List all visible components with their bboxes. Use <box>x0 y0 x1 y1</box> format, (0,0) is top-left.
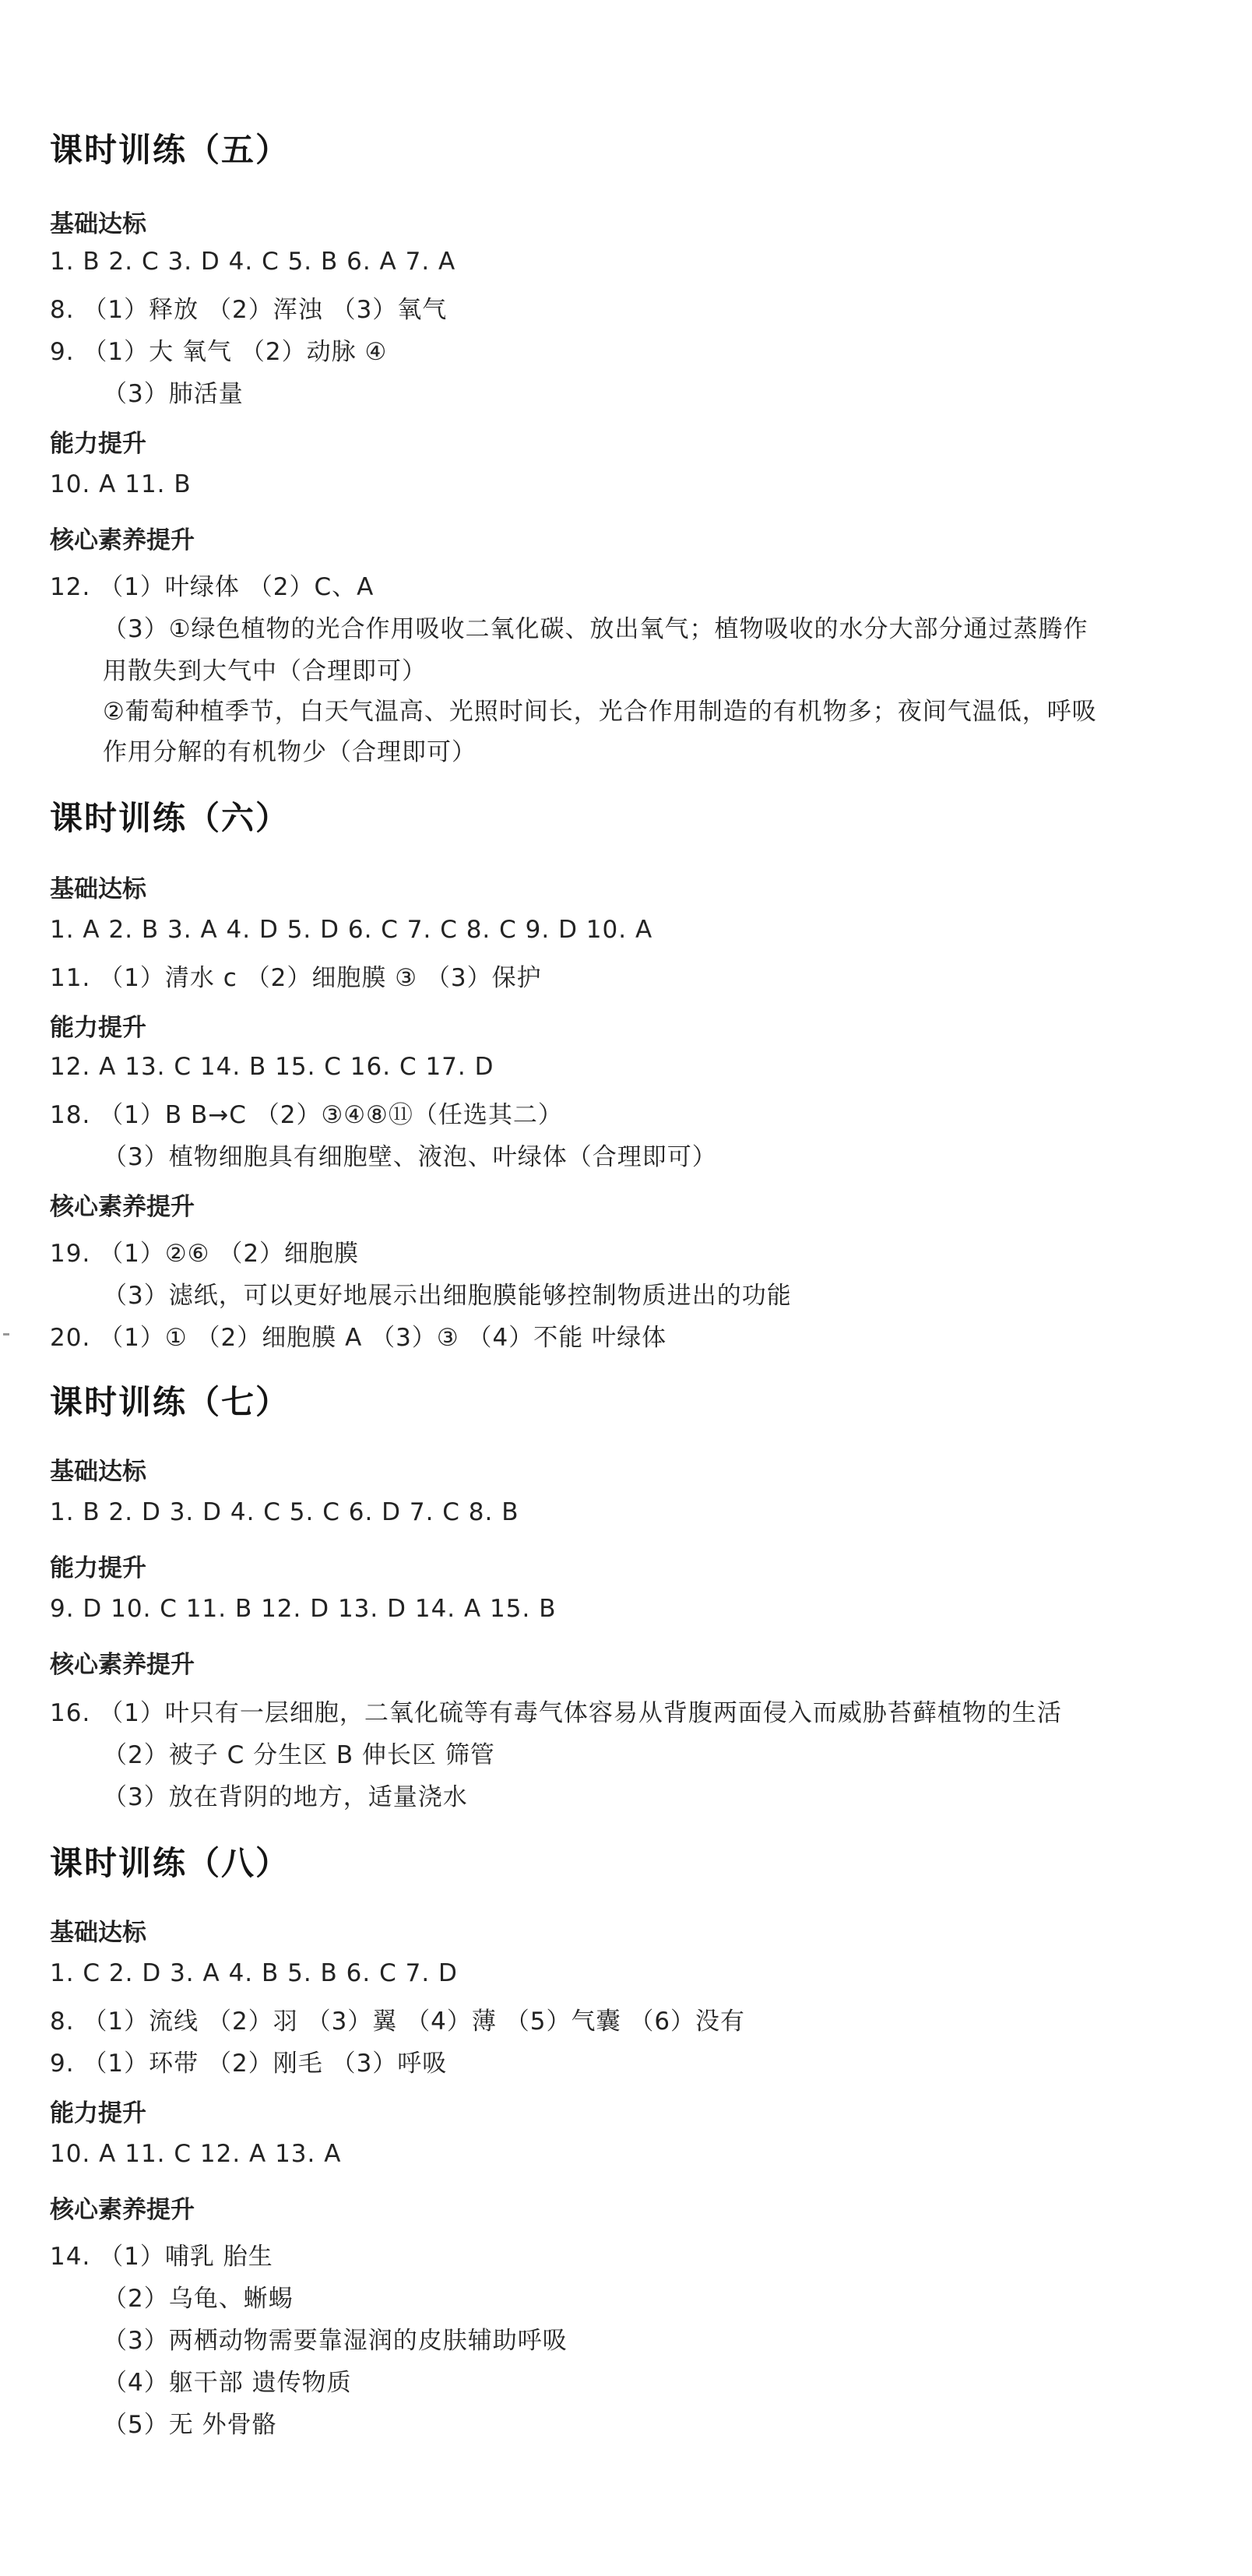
section-title: 课时训练（七） <box>50 1383 290 1421</box>
answer-line: （4）躯干部 遗传物质 <box>103 2369 352 2397</box>
answer-line: 10. A 11. B <box>50 470 192 498</box>
answer-line: 12. （1）叶绿体 （2）C、A <box>50 573 375 601</box>
section-title: 课时训练（六） <box>50 799 290 837</box>
answer-line: 18. （1）B B→C （2）③④⑧⑪（任选其二） <box>50 1101 563 1129</box>
margin-mark <box>3 1333 9 1336</box>
answer-line: 1. B 2. D 3. D 4. C 5. C 6. D 7. C 8. B <box>50 1498 519 1526</box>
answer-line: （3）植物细胞具有细胞壁、液泡、叶绿体（合理即可） <box>103 1143 717 1171</box>
answer-line: （5）无 外骨骼 <box>103 2411 277 2439</box>
subsection-heading: 能力提升 <box>50 430 146 458</box>
subsection-heading: 核心素养提升 <box>50 526 195 554</box>
answer-line: 16. （1）叶只有一层细胞，二氧化硫等有毒气体容易从背腹两面侵入而威胁苔藓植物的生活 <box>50 1699 1062 1727</box>
section-title: 课时训练（八） <box>50 1844 290 1882</box>
answer-line: 1. C 2. D 3. A 4. B 5. B 6. C 7. D <box>50 1959 458 1987</box>
answer-line: 作用分解的有机物少（合理即可） <box>103 738 477 766</box>
answer-line: （3）①绿色植物的光合作用吸收二氧化碳、放出氧气；植物吸收的水分大部分通过蒸腾作 <box>103 615 1088 643</box>
answer-line: （2）被子 C 分生区 B 伸长区 筛管 <box>103 1741 495 1769</box>
answer-line: 8. （1）释放 （2）浑浊 （3）氧气 <box>50 296 448 324</box>
answer-line: 用散失到大气中（合理即可） <box>103 657 427 685</box>
subsection-heading: 核心素养提升 <box>50 1651 195 1679</box>
subsection-heading: 基础达标 <box>50 210 146 238</box>
answer-line: 20. （1）① （2）细胞膜 A （3）③ （4）不能 叶绿体 <box>50 1324 667 1352</box>
subsection-heading: 能力提升 <box>50 2099 146 2127</box>
answer-line: 19. （1）②⑥ （2）细胞膜 <box>50 1240 360 1268</box>
subsection-heading: 能力提升 <box>50 1014 146 1042</box>
answer-line: 12. A 13. C 14. B 15. C 16. C 17. D <box>50 1053 494 1081</box>
answer-line: 11. （1）清水 c （2）细胞膜 ③ （3）保护 <box>50 964 542 992</box>
answer-line: 8. （1）流线 （2）羽 （3）翼 （4）薄 （5）气囊 （6）没有 <box>50 2008 746 2036</box>
subsection-heading: 基础达标 <box>50 1919 146 1947</box>
answer-line: 9. D 10. C 11. B 12. D 13. D 14. A 15. B <box>50 1595 557 1623</box>
answer-line: 10. A 11. C 12. A 13. A <box>50 2140 342 2168</box>
answer-line: ②葡萄种植季节，白天气温高、光照时间长，光合作用制造的有机物多；夜间气温低，呼吸 <box>103 698 1097 726</box>
subsection-heading: 能力提升 <box>50 1554 146 1582</box>
answer-line: （3）肺活量 <box>103 380 244 408</box>
answer-line: 14. （1）哺乳 胎生 <box>50 2243 273 2271</box>
answer-line: （3）放在背阴的地方，适量浇水 <box>103 1783 468 1811</box>
answer-line: 1. B 2. C 3. D 4. C 5. B 6. A 7. A <box>50 248 456 276</box>
subsection-heading: 核心素养提升 <box>50 1193 195 1221</box>
answer-line: （3）滤纸，可以更好地展示出细胞膜能够控制物质进出的功能 <box>103 1282 792 1310</box>
subsection-heading: 核心素养提升 <box>50 2196 195 2224</box>
answer-line: （2）乌龟、蜥蜴 <box>103 2285 294 2313</box>
section-title: 课时训练（五） <box>50 131 290 169</box>
answer-line: （3）两栖动物需要靠湿润的皮肤辅助呼吸 <box>103 2327 568 2355</box>
subsection-heading: 基础达标 <box>50 875 146 903</box>
answer-line: 1. A 2. B 3. A 4. D 5. D 6. C 7. C 8. C 9. D 10. A <box>50 916 653 944</box>
answer-line: 9. （1）环带 （2）刚毛 （3）呼吸 <box>50 2050 448 2078</box>
answer-line: 9. （1）大 氧气 （2）动脉 ④ <box>50 338 388 366</box>
subsection-heading: 基础达标 <box>50 1458 146 1486</box>
